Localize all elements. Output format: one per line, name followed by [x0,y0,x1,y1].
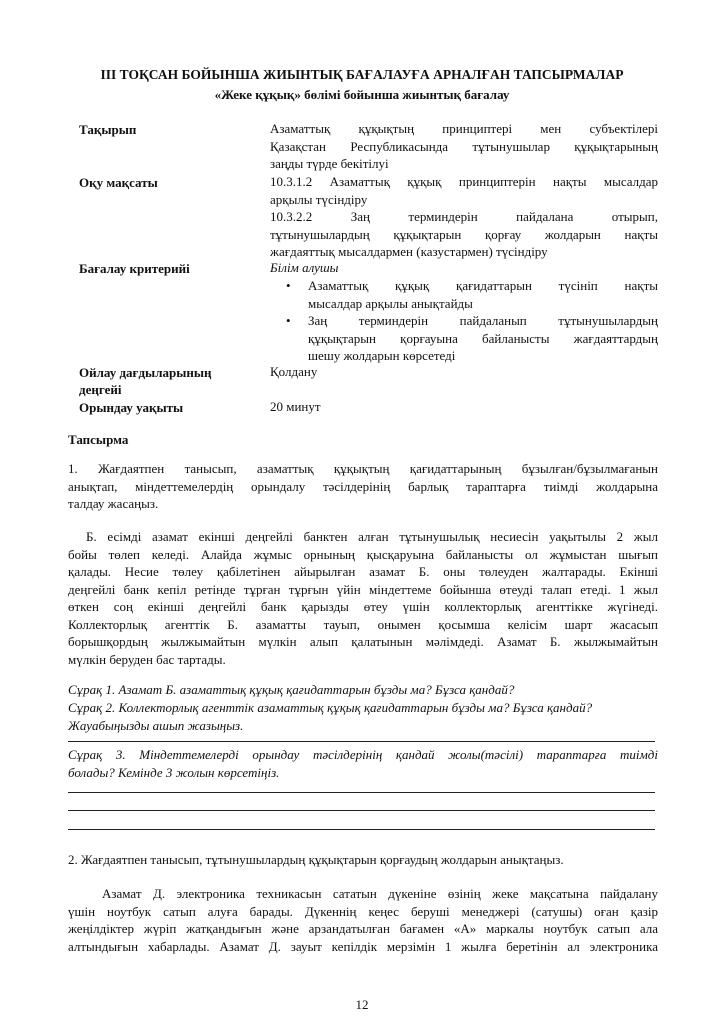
topic-line: Қазақстан Республикасында тұтынушылар құқықтарының [270,138,658,154]
answer-line[interactable] [68,829,655,830]
criteria-line: шешу жолдарын көрсетеді [308,348,456,363]
case-2-text [68,885,658,955]
thinking-level-value: Қолдану [270,364,318,379]
thinking-label-line: деңгейі [79,382,122,397]
answer-line[interactable] [68,792,655,793]
case-line: үшін ноутбук сатып алуға барады. Дүкеннің кеңес беруші менеджері (сатушы) оған қазір [68,903,658,919]
case-1-text [68,528,658,668]
time-label: Орындау уақыты [79,400,184,415]
question-line: Сұрақ 3. Міндеттемелерді орындау тәсілдерінің қандай жолы(тәсілі) тараптарға тиімді [68,747,658,762]
question-line: Жауабыңызды ашып жазыңыз. [68,717,244,733]
task-line: 1. Жағдаятпен танысып, азаматтық құқықтың қағидаттарының бұзылған/бұзылмағанын [68,461,658,476]
case-line: борышқордың жылжымайтын мүлкін алып қалатынын мәлімдеді. Азамат Б. жылжымайтын [68,634,658,649]
thinking-level-label [79,364,259,398]
criteria-label: Бағалау критерийі [79,261,190,276]
criteria-line: Азаматтық құқық қағидаттарын түсініп нақты [308,278,658,293]
question-1: Сұрақ 1. Азамат Б. азаматтық құқық қағидаттарын бұзды ма? Бұзса қандай? [68,682,515,697]
case-line: мүлкін беруден бас тартады. [68,651,226,667]
objective-1 [270,173,658,208]
objective-line: 10.3.1.2 Азаматтық құқық принциптерін нақты мысалдар [270,174,658,189]
objective-2 [270,208,658,261]
case-line: деңгейлі банк кепіл ретінде тұрған тұрғын үйін міндеттеме бойынша өтеуді талап етеді. 1 жыл [68,581,658,597]
objective-line: тұтынушылардың құқықтарын қорғау жолдарын нақты [270,226,658,242]
case-line: жеңілдіктер жүріп жатқандығын және арзандатылған бағамен «А» маркалы ноутбук сатып ала [68,921,658,936]
case-line: өткен соң екінші деңгейлі банк қарызды өтеу үшін коллекторлық агенттікке жүгінеді. [68,599,658,614]
question-3 [68,746,658,781]
case-line: қалады. Несие төлеу қабілетінен айырылған азамат Б. оны төлеуден жалтарады. Екінші [68,564,658,579]
topic-value [270,120,658,173]
task-2-text: 2. Жағдаятпен танысып, тұтынушылардың құқықтарын қорғаудың жолдарын анықтаңыз. [68,852,564,867]
objectives-label: Оқу мақсаты [79,175,158,190]
question-line: Сұрақ 2. Коллекторлық агенттік азаматтық құқық қағидаттарын бұзды ма? Бұзса қандай? [68,700,593,715]
topic-label: Тақырып [79,122,137,137]
document-subtitle: «Жеке құқық» бөлімі бойынша жиынтық бағалау [214,87,510,102]
task-line: анықтап, міндеттемелердің орындалу тәсілдерінің барлық тараптарға тиімді жолдарына [68,478,658,494]
criteria-intro: Білім алушы [270,260,339,275]
criteria-line: мысалдар арқылы анықтайды [308,295,473,311]
page-number: 12 [355,997,369,1012]
task-heading: Тапсырма [68,432,129,447]
objective-line: жағдаяттық мысалдармен (казустармен) түсіндіру [270,244,548,259]
topic-line: Азаматтық құқықтың принциптері мен субъектілері [270,121,658,136]
case-line: алтындығын хабарлады. Азамат Д. зауыт кепілдік мерзімін 1 жылға беретінін ал электроника [68,938,658,954]
thinking-label-line: Ойлау дағдыларының [79,365,212,380]
criteria-line: құқықтарын қорғауына байланысты жағдаяттардың [308,330,658,346]
objective-line: арқылы түсіндіру [270,191,368,207]
answer-line[interactable] [68,741,655,742]
criteria-bullet-1 [286,277,658,312]
task-1-text [68,460,658,513]
criteria-line: Заң терминдерін пайдаланып тұтынушылардың [308,313,658,328]
topic-line: заңды түрде бекітілуі [270,156,389,171]
question-line: болады? Кемінде 3 жолын көрсетіңіз. [68,764,280,780]
time-value: 20 минут [270,399,321,414]
objective-line: 10.3.2.2 Заң терминдерін пайдалана отырып, [270,209,658,224]
case-line: Азамат Д. электроника техникасын сататын дүкеніне өзінің жеке мақсатына пайдалану [102,886,658,901]
bullet-icon: • [286,278,291,293]
task-line: талдау жасаңыз. [68,496,159,511]
criteria-bullet-2 [286,312,658,365]
bullet-icon: • [286,313,291,328]
case-line: Б. есімді азамат екінші деңгейлі банктен алған тұтынушылық несиесін уақытылы 2 жыл [86,529,658,544]
case-line: Коллекторлық агенттік Б. азаматты тауып, онымен қосымша келісім шарт жасасып [68,616,658,632]
document-title: ІІІ ТОҚСАН БОЙЫНША ЖИЫНТЫҚ БАҒАЛАУҒА АРНАЛҒАН ТАПСЫРМАЛАР [100,67,624,82]
case-line: бойы төлеп келеді. Алайда жұмыс орнының қысқаруына байланысты ол жұмыстан шығып [68,546,658,562]
answer-line[interactable] [68,810,655,811]
question-2 [68,699,658,734]
